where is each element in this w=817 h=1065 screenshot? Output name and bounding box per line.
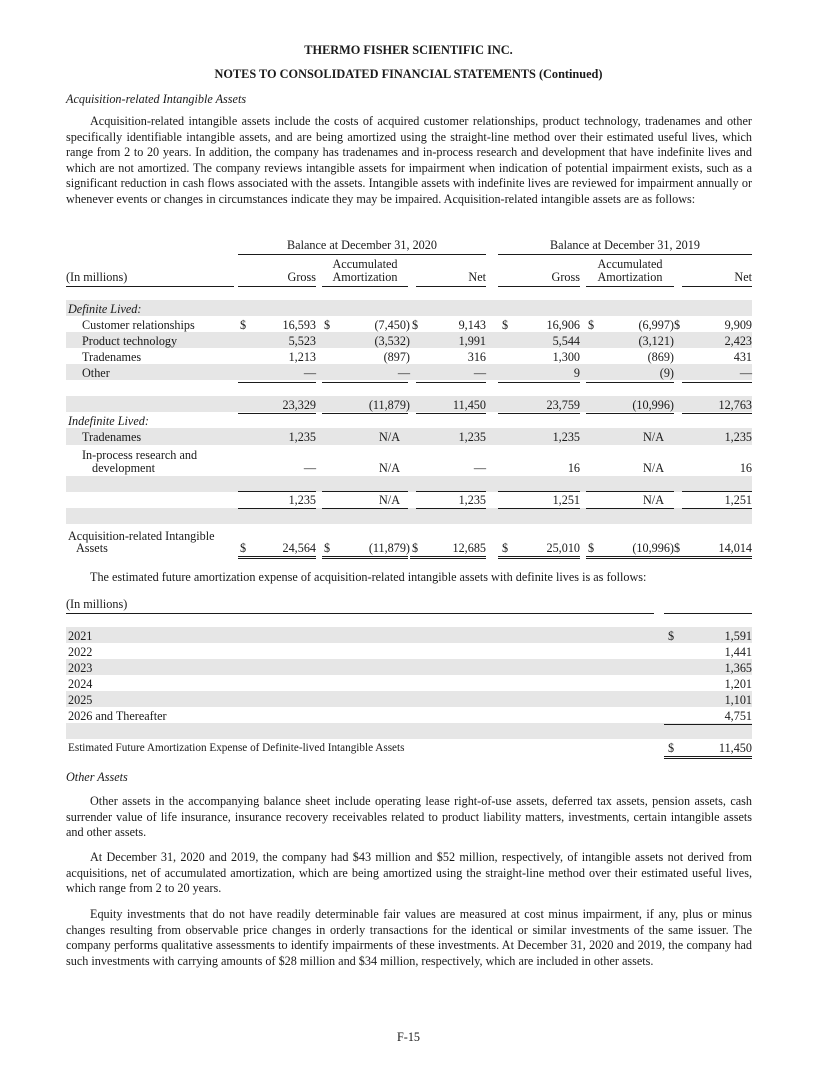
units-label: (In millions) bbox=[66, 597, 128, 611]
row-shade bbox=[66, 300, 752, 316]
accum-2019: N/A bbox=[643, 493, 664, 507]
gross-2020: 5,523 bbox=[288, 334, 316, 348]
row-label: Tradenames bbox=[82, 350, 142, 364]
currency-symbol: $ bbox=[412, 541, 419, 555]
row-label-line1: In-process research and bbox=[82, 448, 198, 462]
rule bbox=[498, 508, 580, 509]
row-shade bbox=[66, 476, 752, 492]
indefinite-lived-heading: Indefinite Lived: bbox=[68, 414, 149, 428]
rule bbox=[416, 508, 486, 509]
currency-symbol: $ bbox=[502, 318, 509, 332]
accum-2019: (10,996) bbox=[632, 398, 674, 412]
row-label-line2: development bbox=[92, 461, 155, 475]
year-label: 2022 bbox=[68, 645, 93, 659]
rule bbox=[238, 286, 316, 287]
double-rule bbox=[322, 556, 408, 559]
col-net-2020: Net bbox=[468, 270, 486, 284]
row-shade bbox=[66, 627, 752, 643]
rule bbox=[66, 286, 234, 287]
accum-2020: (11,879) bbox=[368, 541, 410, 555]
col-accum-2019-line1: Accumulated bbox=[597, 257, 663, 271]
amount: 1,365 bbox=[724, 661, 752, 675]
gross-2020: — bbox=[303, 461, 316, 475]
rule bbox=[498, 491, 580, 492]
amount: 1,101 bbox=[724, 693, 752, 707]
definite-lived-heading: Definite Lived: bbox=[68, 302, 142, 316]
accum-2020: N/A bbox=[379, 461, 400, 475]
rule bbox=[682, 508, 752, 509]
row-shade bbox=[66, 723, 752, 739]
section-title-intangibles: Acquisition-related Intangible Assets bbox=[66, 92, 247, 106]
gross-2019: 23,759 bbox=[546, 398, 580, 412]
net-2019: 16 bbox=[739, 461, 752, 475]
double-rule bbox=[664, 756, 752, 759]
rule bbox=[238, 491, 316, 492]
rule bbox=[498, 254, 752, 255]
other-assets-paragraph-3: Equity investments that do not have readily determinable fair values are measured at cost minus impairment, if any, plus or minus changes resulting from observable price changes in orderly transactions for the identical or similar investments of the same issuer. The company performs qualitative assessments to identify impairments of these investments. At December 31, 2020 and 2019, the company had such investments with carrying amounts of $28 million and $34 million, respectively, which are included in other assets. bbox=[66, 907, 752, 968]
currency-symbol: $ bbox=[668, 741, 675, 755]
double-rule bbox=[672, 556, 752, 559]
accum-2020: (3,532) bbox=[374, 334, 410, 348]
double-rule bbox=[586, 556, 674, 559]
year-label: 2024 bbox=[68, 677, 93, 691]
rule bbox=[322, 491, 408, 492]
amortization-intro: The estimated future amortization expense of acquisition-related intangible assets with definite lives is as follows: bbox=[90, 570, 647, 584]
other-assets-paragraph-2: At December 31, 2020 and 2019, the company had $43 million and $52 million, respectively, of intangible assets not derived from acquisitions, net of accumulated amortization, which are being amortized using the straight-line method over their estimated useful lives, which range from 2 to 20 years. bbox=[66, 850, 752, 896]
accum-2019: (869) bbox=[647, 350, 674, 364]
year-label: 2021 bbox=[68, 629, 93, 643]
amount: 1,441 bbox=[724, 645, 752, 659]
year-label: 2023 bbox=[68, 661, 93, 675]
rule bbox=[498, 413, 580, 414]
col-net-2019: Net bbox=[734, 270, 752, 284]
accum-2020: (11,879) bbox=[368, 398, 410, 412]
row-shade bbox=[66, 691, 752, 707]
net-2019: 1,235 bbox=[724, 430, 752, 444]
accum-2020: (7,450) bbox=[374, 318, 410, 332]
company-name: THERMO FISHER SCIENTIFIC INC. bbox=[304, 43, 513, 57]
gross-2020: 1,213 bbox=[288, 350, 316, 364]
net-2020: 1,991 bbox=[458, 334, 486, 348]
other-assets-paragraph-1: Other assets in the accompanying balance sheet include operating lease right-of-use assets, deferred tax assets, pension assets, cash surrender value of life insurance, insurance recovery receivables related to product liability matters, investments, certain intangible assets and other assets. bbox=[66, 794, 752, 840]
row-label: Customer relationships bbox=[82, 318, 195, 332]
gross-2020: 1,235 bbox=[288, 493, 316, 507]
rule bbox=[416, 382, 486, 383]
gross-2019: 25,010 bbox=[546, 541, 580, 555]
rule bbox=[664, 613, 752, 614]
net-2020: 11,450 bbox=[452, 398, 486, 412]
rule bbox=[664, 724, 752, 725]
double-rule bbox=[410, 556, 486, 559]
accum-2020: N/A bbox=[379, 430, 400, 444]
net-2019: 431 bbox=[733, 350, 752, 364]
year-label: 2025 bbox=[68, 693, 93, 707]
currency-symbol: $ bbox=[588, 318, 595, 332]
amount: 1,201 bbox=[724, 677, 752, 691]
currency-symbol: $ bbox=[240, 318, 247, 332]
col-accum-2019-line2: Amortization bbox=[597, 270, 663, 284]
accum-2019: N/A bbox=[643, 430, 664, 444]
rule bbox=[322, 413, 408, 414]
rule bbox=[682, 491, 752, 492]
gross-2019: 1,300 bbox=[552, 350, 580, 364]
gross-2020: 23,329 bbox=[282, 398, 316, 412]
rule bbox=[682, 382, 752, 383]
gross-2019: 1,235 bbox=[552, 430, 580, 444]
currency-symbol: $ bbox=[240, 541, 247, 555]
net-2020: 1,235 bbox=[458, 430, 486, 444]
accum-2019: (10,996) bbox=[632, 541, 674, 555]
currency-symbol: $ bbox=[588, 541, 595, 555]
net-2019: 12,763 bbox=[718, 398, 752, 412]
accum-2019: (3,121) bbox=[638, 334, 674, 348]
rule bbox=[586, 382, 674, 383]
net-2020: 12,685 bbox=[452, 541, 486, 555]
rule bbox=[66, 613, 654, 614]
rule bbox=[322, 286, 408, 287]
net-2019: 2,423 bbox=[724, 334, 752, 348]
gross-2020: 16,593 bbox=[282, 318, 316, 332]
rule bbox=[498, 286, 580, 287]
net-2020: — bbox=[473, 461, 486, 475]
row-label-line2: Assets bbox=[76, 541, 108, 555]
row-shade bbox=[66, 508, 752, 524]
currency-symbol: $ bbox=[502, 541, 509, 555]
currency-symbol: $ bbox=[324, 318, 331, 332]
rule bbox=[586, 286, 674, 287]
double-rule bbox=[238, 556, 316, 559]
net-2020: — bbox=[473, 366, 486, 380]
rule bbox=[586, 413, 674, 414]
accum-2019: (9) bbox=[659, 366, 674, 380]
gross-2020: 24,564 bbox=[282, 541, 316, 555]
gross-2019: 1,251 bbox=[552, 493, 580, 507]
total-amount: 11,450 bbox=[718, 741, 752, 755]
gross-2019: 16,906 bbox=[546, 318, 580, 332]
gross-2020: 1,235 bbox=[288, 430, 316, 444]
rule bbox=[238, 413, 316, 414]
rule bbox=[498, 382, 580, 383]
col-gross-2019: Gross bbox=[551, 270, 580, 284]
units-label: (In millions) bbox=[66, 270, 128, 284]
gross-2019: 5,544 bbox=[552, 334, 580, 348]
currency-symbol: $ bbox=[674, 318, 681, 332]
intangibles-paragraph: Acquisition-related intangible assets include the costs of acquired customer relationships, product technology, tradenames and other specifically identifiable intangible assets, and are being amortized using the straight-line method over their estimated useful lives, which range from 2 to 20 years. In addition, the company has tradenames and in-process research and development that have indefinite lives and which are not amortized. The company reviews intangible assets for impairment when indication of potential impairment exists, such as a significant reduction in cash flows associated with the assets. Intangible assets with indefinite lives are reviewed for impairment annually or whenever events or changes in circumstances indicate they may be impaired. Acquisition-related intangible assets are as follows: bbox=[66, 114, 752, 206]
currency-symbol: $ bbox=[412, 318, 419, 332]
row-label: Other bbox=[82, 366, 110, 380]
double-rule bbox=[498, 556, 580, 559]
net-2020: 316 bbox=[467, 350, 486, 364]
rule bbox=[586, 491, 674, 492]
net-2020: 1,235 bbox=[458, 493, 486, 507]
rule bbox=[238, 254, 486, 255]
rule bbox=[416, 491, 486, 492]
row-label-line1: Acquisition-related Intangible bbox=[68, 529, 215, 543]
amount: 4,751 bbox=[724, 709, 752, 723]
row-label: Product technology bbox=[82, 334, 178, 348]
gross-2019: 16 bbox=[567, 461, 580, 475]
net-2019: 1,251 bbox=[724, 493, 752, 507]
net-2019: — bbox=[739, 366, 752, 380]
rule bbox=[238, 382, 316, 383]
year-label: 2026 and Thereafter bbox=[68, 709, 167, 723]
amount: 1,591 bbox=[724, 629, 752, 643]
accum-2019: N/A bbox=[643, 461, 664, 475]
total-label: Estimated Future Amortization Expense of Definite-lived Intangible Assets bbox=[68, 742, 405, 754]
rule bbox=[416, 413, 486, 414]
rule bbox=[238, 508, 316, 509]
col-accum-2020-line2: Amortization bbox=[332, 270, 398, 284]
rule bbox=[682, 286, 752, 287]
accum-2020: — bbox=[397, 366, 410, 380]
row-shade bbox=[66, 659, 752, 675]
section-title-other-assets: Other Assets bbox=[66, 770, 128, 784]
currency-symbol: $ bbox=[668, 629, 675, 643]
currency-symbol: $ bbox=[324, 541, 331, 555]
net-2020: 9,143 bbox=[458, 318, 486, 332]
col-gross-2020: Gross bbox=[287, 270, 316, 284]
rule bbox=[322, 382, 408, 383]
net-2019: 14,014 bbox=[718, 541, 752, 555]
rule bbox=[586, 508, 674, 509]
rule bbox=[682, 413, 752, 414]
group-header-2020: Balance at December 31, 2020 bbox=[287, 238, 437, 252]
rule bbox=[416, 286, 486, 287]
page-subtitle: NOTES TO CONSOLIDATED FINANCIAL STATEMENTS (Continued) bbox=[214, 67, 603, 81]
accum-2020: (897) bbox=[383, 350, 410, 364]
net-2019: 9,909 bbox=[724, 318, 752, 332]
currency-symbol: $ bbox=[674, 541, 681, 555]
accum-2019: (6,997) bbox=[638, 318, 674, 332]
col-accum-2020-line1: Accumulated bbox=[332, 257, 398, 271]
group-header-2019: Balance at December 31, 2019 bbox=[550, 238, 700, 252]
gross-2020: — bbox=[303, 366, 316, 380]
row-label: Tradenames bbox=[82, 430, 142, 444]
rule bbox=[322, 508, 408, 509]
page-number: F-15 bbox=[396, 1030, 421, 1044]
gross-2019: 9 bbox=[573, 366, 580, 380]
accum-2020: N/A bbox=[379, 493, 400, 507]
